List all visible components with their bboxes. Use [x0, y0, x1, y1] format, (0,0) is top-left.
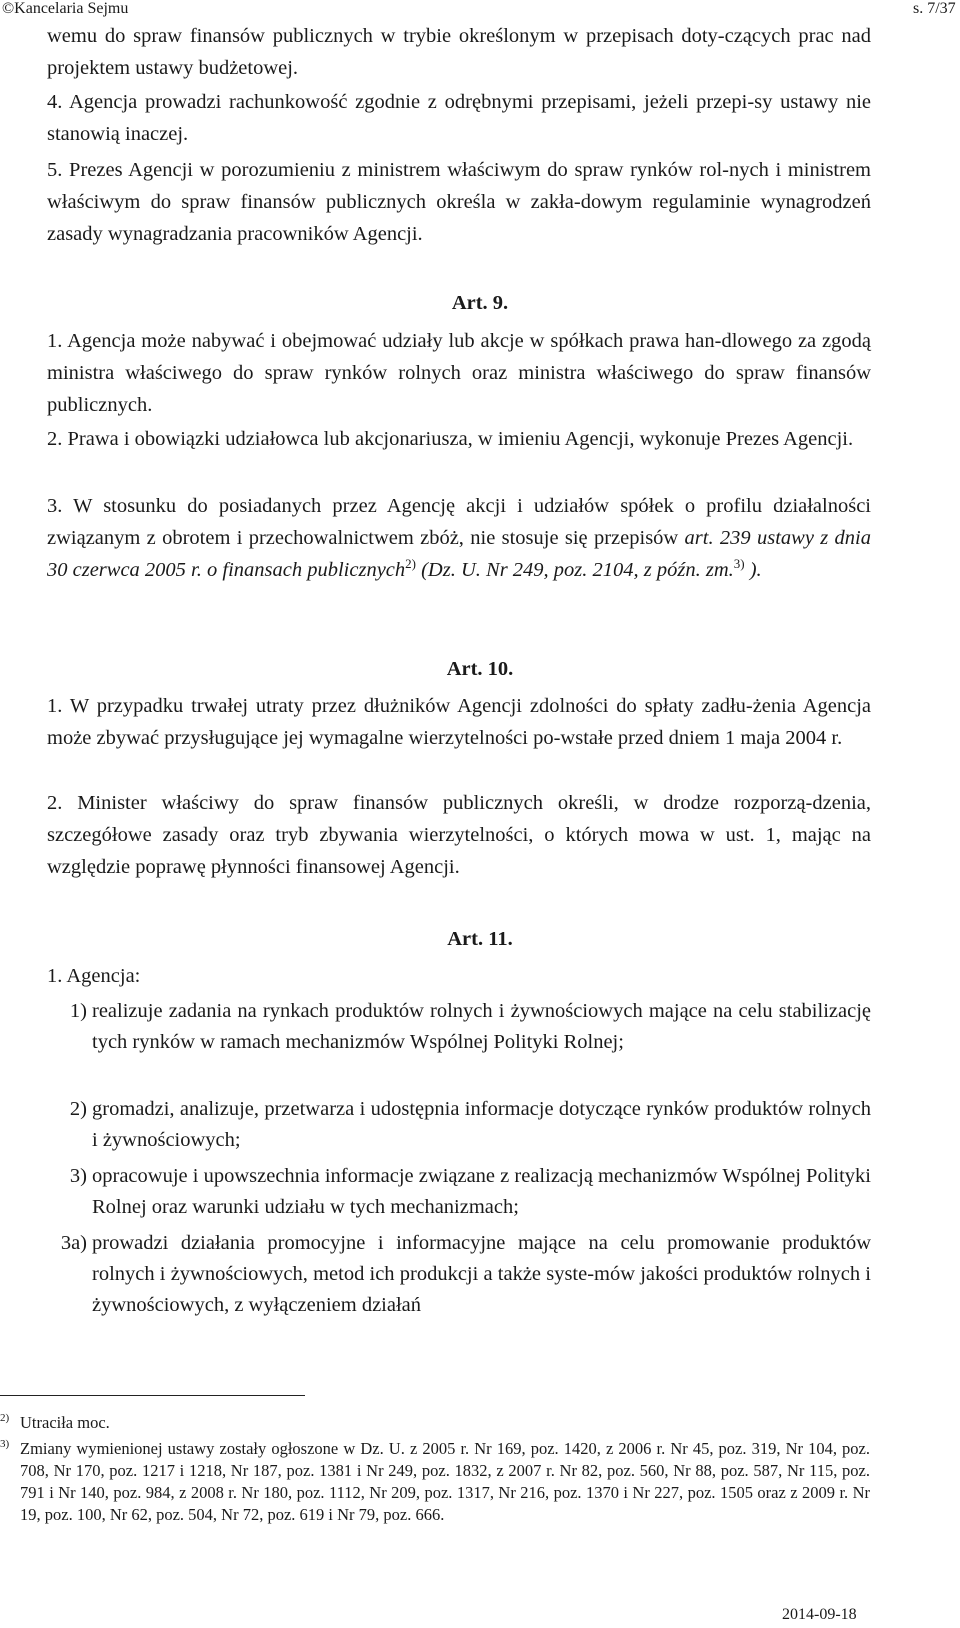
journal-reference: (Dz. U. Nr 249, poz. 2104, z późn. zm.: [415, 559, 734, 581]
list-item-text: gromadzi, analizuje, przetwarza i udostępnia informacje dotyczące rynków produktów rolnych i żywnościowych;: [92, 1098, 871, 1151]
list-item-number: 1): [69, 1000, 87, 1022]
article-9-para-2: 2. Prawa i obowiązki udziałowca lub akcjonariusza, w imieniu Agencji, wykonuje Prezes Agencji.: [47, 428, 854, 450]
paragraph-4: 4. Agencja prowadzi rachunkowość zgodnie z odrębnymi przepisami, jeżeli przepi-sy ustawy nie stanowią inaczej.: [47, 91, 871, 145]
article-9-para-1: 1. Agencja może nabywać i obejmować udziały lub akcje w spółkach prawa han-dlowego za zgodą ministra właściwego do spraw rynków rolnych oraz ministra właściwego do spraw finansów publicznych.: [47, 330, 871, 416]
footnote-text: Utraciła moc.: [20, 1413, 110, 1432]
article-10-para-2: 2. Minister właściwy do spraw finansów publicznych określi, w drodze rozporzą-dzenia, szczegółowe zasady oraz tryb zbywania wierzytelności, o których mowa w ust. 1, mając na względzie poprawę płynności finansowej Agencji.: [47, 792, 871, 878]
list-item-text: opracowuje i upowszechnia informacje związane z realizacją mechanizmów Wspólnej Polityki Rolnej oraz warunki udziału w tych mechanizmach;: [92, 1165, 871, 1218]
list-item-number: 3): [69, 1165, 87, 1187]
list-item-number: 2): [69, 1098, 87, 1120]
footnote-text: Zmiany wymienionej ustawy zostały ogłoszone w Dz. U. z 2005 r. Nr 169, poz. 1420, z 2006 r. Nr 45, poz. 319, Nr 104, poz. 708, Nr 170, poz. 1217 i 1218, Nr 187, poz. 1381 i Nr 249, poz. 1832, z 2007 r. Nr 82, poz. 560, Nr 88, poz. 587, Nr 115, poz. 791 i Nr 140, poz. 984, z 2008 r. Nr 180, poz. 1112, Nr 209, poz. 1317, Nr 216, poz. 1370 i Nr 227, poz. 1505 oraz z 2009 r. Nr 19, poz. 100, Nr 62, poz. 504, Nr 72, poz. 619 i Nr 79, poz. 666.: [20, 1439, 870, 1524]
article-9-para-3: [47, 490, 871, 586]
article-9-para-3-text: 3. W stosunku do posiadanych przez Agencję akcji i udziałów spółek o profilu działalności związanym z obrotem i przechowalnictwem zbóż, nie stosuje się przepisów: [47, 495, 871, 549]
list-item-text: realizuje zadania na rynkach produktów rolnych i żywnościowych mające na celu stabilizację tych rynków w ramach mechanizmów Wspólnej Polityki Rolnej;: [92, 1000, 871, 1053]
footnote-ref-3[interactable]: 3): [733, 556, 745, 572]
document-date: 2014-09-18: [782, 1606, 857, 1623]
footnote-ref-2[interactable]: 2): [405, 556, 416, 572]
page-number: s. 7/37: [913, 0, 956, 17]
article-11-title: Art. 11.: [447, 928, 513, 950]
paragraph-continuation: wemu do spraw finansów publicznych w trybie określonym w przepisach doty-czących prac nad projektem ustawy budżetowej.: [47, 25, 871, 79]
journal-reference-end: ).: [744, 559, 762, 581]
article-11-lead: 1. Agencja:: [47, 965, 141, 987]
footnote-mark: 3): [0, 1438, 10, 1450]
paragraph-5: 5. Prezes Agencji w porozumieniu z ministrem właściwym do spraw rynków rol-nych i ministrem właściwym do spraw finansów publicznych określa w zakła-dowym regulaminie wynagrodzeń zasady wynagradzania pracowników Agencji.: [47, 159, 871, 245]
footnote-mark: 2): [0, 1412, 10, 1424]
article-9-title: Art. 9.: [451, 292, 509, 314]
list-item-text: prowadzi działania promocyjne i informacyjne mające na celu promowanie produktów rolnych i żywnościowych, metod ich produkcji a także syste-mów jakości produktów rolnych i żywnościowych, z wyłączeniem działań: [92, 1232, 871, 1316]
article-10-para-1: 1. W przypadku trwałej utraty przez dłużników Agencji zdolności do spłaty zadłu-żenia Agencja może zbywać przysługujące jej wymagalne wierzytelności po-wstałe przed dniem 1 maja 2004 r.: [47, 695, 871, 749]
header-copyright: ©Kancelaria Sejmu: [2, 0, 129, 17]
statute-reference: art. 239 ustawy z dnia 30 czerwca 2005 r. o finansach publicznych: [47, 527, 871, 581]
footnote-divider: [0, 1395, 305, 1396]
article-10-title: Art. 10.: [446, 658, 514, 680]
list-item-number: 3a): [60, 1232, 87, 1254]
